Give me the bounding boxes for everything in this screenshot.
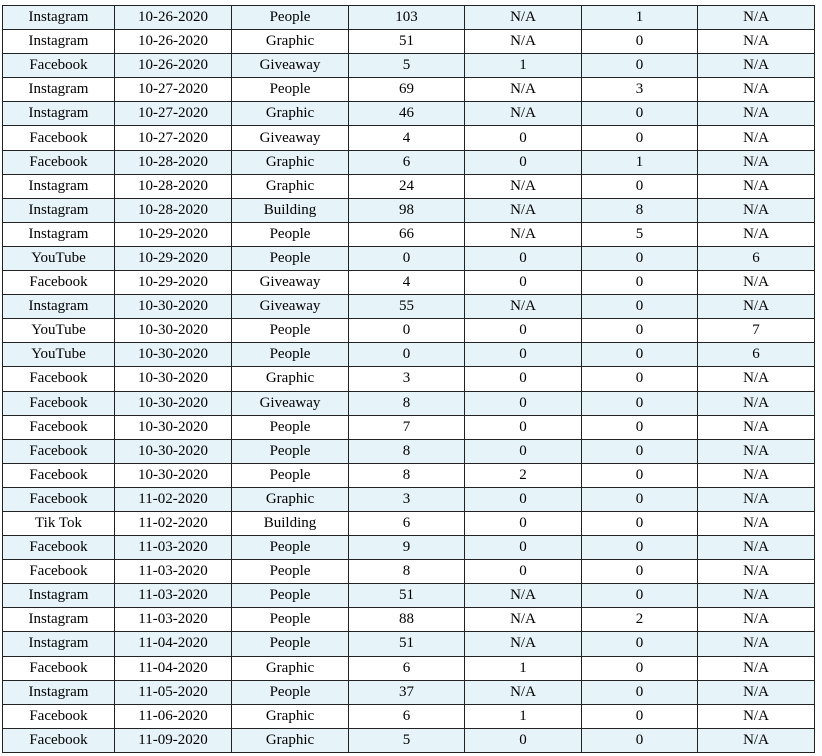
- metric-4-cell: N/A: [698, 632, 815, 656]
- platform-cell: Instagram: [3, 584, 115, 608]
- date-cell: 11-05-2020: [115, 680, 232, 704]
- metric-3-cell: 0: [582, 391, 698, 415]
- date-cell: 11-04-2020: [115, 632, 232, 656]
- metric-4-cell: N/A: [698, 680, 815, 704]
- date-cell: 10-28-2020: [115, 150, 232, 174]
- metric-1-cell: 4: [349, 126, 465, 150]
- metric-4-cell: N/A: [698, 656, 815, 680]
- platform-cell: Instagram: [3, 680, 115, 704]
- platform-cell: Facebook: [3, 536, 115, 560]
- content-type-cell: People: [232, 608, 349, 632]
- date-cell: 10-29-2020: [115, 271, 232, 295]
- platform-cell: YouTube: [3, 319, 115, 343]
- metric-3-cell: 0: [582, 439, 698, 463]
- date-cell: 11-02-2020: [115, 487, 232, 511]
- metric-2-cell: 1: [465, 656, 582, 680]
- metric-1-cell: 5: [349, 54, 465, 78]
- metric-2-cell: 0: [465, 343, 582, 367]
- date-cell: 10-29-2020: [115, 222, 232, 246]
- metric-3-cell: 0: [582, 271, 698, 295]
- content-type-cell: People: [232, 463, 349, 487]
- date-cell: 10-26-2020: [115, 54, 232, 78]
- metric-3-cell: 0: [582, 560, 698, 584]
- metric-1-cell: 0: [349, 319, 465, 343]
- content-type-cell: People: [232, 222, 349, 246]
- metric-1-cell: 3: [349, 487, 465, 511]
- metric-1-cell: 0: [349, 343, 465, 367]
- metric-1-cell: 6: [349, 656, 465, 680]
- metric-4-cell: 7: [698, 319, 815, 343]
- metric-4-cell: N/A: [698, 511, 815, 535]
- metric-4-cell: N/A: [698, 198, 815, 222]
- platform-cell: Facebook: [3, 271, 115, 295]
- table-row: [3, 584, 815, 608]
- metric-4-cell: N/A: [698, 150, 815, 174]
- metric-4-cell: N/A: [698, 391, 815, 415]
- table-row: [3, 295, 815, 319]
- metric-1-cell: 0: [349, 246, 465, 270]
- metric-4-cell: N/A: [698, 487, 815, 511]
- metric-4-cell: N/A: [698, 608, 815, 632]
- metric-3-cell: 0: [582, 728, 698, 752]
- metric-3-cell: 2: [582, 608, 698, 632]
- content-type-cell: Graphic: [232, 704, 349, 728]
- metric-1-cell: 9: [349, 536, 465, 560]
- content-type-cell: Graphic: [232, 150, 349, 174]
- content-type-cell: Giveaway: [232, 54, 349, 78]
- date-cell: 11-03-2020: [115, 584, 232, 608]
- table-row: [3, 536, 815, 560]
- metric-1-cell: 8: [349, 560, 465, 584]
- table-row: [3, 560, 815, 584]
- metric-3-cell: 0: [582, 463, 698, 487]
- metric-2-cell: 1: [465, 704, 582, 728]
- table-row: [3, 54, 815, 78]
- metric-3-cell: 0: [582, 246, 698, 270]
- platform-cell: Instagram: [3, 30, 115, 54]
- content-type-cell: People: [232, 415, 349, 439]
- platform-cell: Facebook: [3, 439, 115, 463]
- platform-cell: Facebook: [3, 126, 115, 150]
- date-cell: 10-27-2020: [115, 78, 232, 102]
- metric-1-cell: 51: [349, 632, 465, 656]
- content-type-cell: Graphic: [232, 367, 349, 391]
- metric-3-cell: 0: [582, 656, 698, 680]
- metric-3-cell: 0: [582, 415, 698, 439]
- table-row: [3, 463, 815, 487]
- table-row: [3, 680, 815, 704]
- post-metrics-table: [2, 5, 815, 753]
- metric-3-cell: 0: [582, 367, 698, 391]
- platform-cell: Facebook: [3, 656, 115, 680]
- metric-2-cell: 0: [465, 728, 582, 752]
- date-cell: 10-30-2020: [115, 391, 232, 415]
- metric-4-cell: N/A: [698, 174, 815, 198]
- table-row: [3, 174, 815, 198]
- platform-cell: Instagram: [3, 222, 115, 246]
- platform-cell: Instagram: [3, 608, 115, 632]
- metric-2-cell: 0: [465, 246, 582, 270]
- metric-3-cell: 1: [582, 150, 698, 174]
- date-cell: 11-03-2020: [115, 560, 232, 584]
- metric-4-cell: N/A: [698, 439, 815, 463]
- metric-2-cell: 0: [465, 126, 582, 150]
- metric-2-cell: N/A: [465, 222, 582, 246]
- metric-3-cell: 5: [582, 222, 698, 246]
- metric-2-cell: 0: [465, 511, 582, 535]
- content-type-cell: People: [232, 536, 349, 560]
- date-cell: 11-02-2020: [115, 511, 232, 535]
- metric-1-cell: 4: [349, 271, 465, 295]
- metric-2-cell: 0: [465, 391, 582, 415]
- table-row: [3, 704, 815, 728]
- metric-1-cell: 6: [349, 704, 465, 728]
- content-type-cell: Building: [232, 511, 349, 535]
- content-type-cell: Graphic: [232, 174, 349, 198]
- content-type-cell: People: [232, 246, 349, 270]
- platform-cell: YouTube: [3, 343, 115, 367]
- date-cell: 10-26-2020: [115, 6, 232, 30]
- table-row: [3, 415, 815, 439]
- content-type-cell: People: [232, 319, 349, 343]
- metric-3-cell: 0: [582, 704, 698, 728]
- metric-2-cell: N/A: [465, 295, 582, 319]
- metric-3-cell: 0: [582, 54, 698, 78]
- metric-4-cell: 6: [698, 246, 815, 270]
- metric-1-cell: 69: [349, 78, 465, 102]
- date-cell: 10-30-2020: [115, 463, 232, 487]
- metric-1-cell: 8: [349, 439, 465, 463]
- content-type-cell: Giveaway: [232, 391, 349, 415]
- content-type-cell: People: [232, 6, 349, 30]
- table-body: [3, 6, 815, 753]
- date-cell: 10-30-2020: [115, 319, 232, 343]
- metric-3-cell: 0: [582, 319, 698, 343]
- metric-4-cell: N/A: [698, 463, 815, 487]
- date-cell: 10-26-2020: [115, 30, 232, 54]
- content-type-cell: People: [232, 584, 349, 608]
- table-row: [3, 728, 815, 752]
- table-row: [3, 487, 815, 511]
- table-row: [3, 102, 815, 126]
- metric-2-cell: N/A: [465, 174, 582, 198]
- content-type-cell: Graphic: [232, 487, 349, 511]
- metric-1-cell: 55: [349, 295, 465, 319]
- content-type-cell: Graphic: [232, 102, 349, 126]
- date-cell: 11-06-2020: [115, 704, 232, 728]
- date-cell: 11-09-2020: [115, 728, 232, 752]
- metric-4-cell: N/A: [698, 222, 815, 246]
- metric-3-cell: 1: [582, 6, 698, 30]
- table-row: [3, 608, 815, 632]
- date-cell: 10-27-2020: [115, 126, 232, 150]
- metric-4-cell: N/A: [698, 295, 815, 319]
- metric-3-cell: 0: [582, 174, 698, 198]
- metric-4-cell: N/A: [698, 560, 815, 584]
- metric-1-cell: 66: [349, 222, 465, 246]
- metric-4-cell: N/A: [698, 271, 815, 295]
- table-row: [3, 78, 815, 102]
- content-type-cell: Graphic: [232, 30, 349, 54]
- content-type-cell: Giveaway: [232, 271, 349, 295]
- table-row: [3, 511, 815, 535]
- date-cell: 10-30-2020: [115, 343, 232, 367]
- content-type-cell: Graphic: [232, 656, 349, 680]
- metric-4-cell: N/A: [698, 126, 815, 150]
- date-cell: 10-30-2020: [115, 415, 232, 439]
- metric-3-cell: 0: [582, 343, 698, 367]
- metric-1-cell: 24: [349, 174, 465, 198]
- table-row: [3, 271, 815, 295]
- metric-2-cell: 0: [465, 536, 582, 560]
- platform-cell: Facebook: [3, 487, 115, 511]
- metric-4-cell: 6: [698, 343, 815, 367]
- metric-2-cell: N/A: [465, 680, 582, 704]
- platform-cell: Facebook: [3, 415, 115, 439]
- metric-1-cell: 37: [349, 680, 465, 704]
- content-type-cell: Giveaway: [232, 126, 349, 150]
- metric-4-cell: N/A: [698, 367, 815, 391]
- platform-cell: Facebook: [3, 560, 115, 584]
- platform-cell: Instagram: [3, 102, 115, 126]
- metric-2-cell: N/A: [465, 30, 582, 54]
- metric-3-cell: 0: [582, 632, 698, 656]
- metric-1-cell: 8: [349, 463, 465, 487]
- table-row: [3, 656, 815, 680]
- table-row: [3, 198, 815, 222]
- metric-3-cell: 0: [582, 102, 698, 126]
- metric-2-cell: 0: [465, 560, 582, 584]
- metric-3-cell: 0: [582, 30, 698, 54]
- content-type-cell: People: [232, 632, 349, 656]
- content-type-cell: People: [232, 439, 349, 463]
- metric-1-cell: 3: [349, 367, 465, 391]
- metric-2-cell: 0: [465, 415, 582, 439]
- date-cell: 10-27-2020: [115, 102, 232, 126]
- table-row: [3, 6, 815, 30]
- date-cell: 10-29-2020: [115, 246, 232, 270]
- metric-2-cell: 0: [465, 271, 582, 295]
- metric-3-cell: 3: [582, 78, 698, 102]
- table-row: [3, 150, 815, 174]
- metric-2-cell: N/A: [465, 6, 582, 30]
- metric-2-cell: N/A: [465, 198, 582, 222]
- table-row: [3, 343, 815, 367]
- metric-4-cell: N/A: [698, 584, 815, 608]
- content-type-cell: People: [232, 78, 349, 102]
- metric-4-cell: N/A: [698, 54, 815, 78]
- metric-1-cell: 6: [349, 150, 465, 174]
- date-cell: 11-03-2020: [115, 608, 232, 632]
- platform-cell: Facebook: [3, 54, 115, 78]
- metric-2-cell: 0: [465, 150, 582, 174]
- metric-2-cell: N/A: [465, 78, 582, 102]
- table-row: [3, 126, 815, 150]
- metric-4-cell: N/A: [698, 536, 815, 560]
- metric-1-cell: 46: [349, 102, 465, 126]
- date-cell: 11-04-2020: [115, 656, 232, 680]
- metric-1-cell: 6: [349, 511, 465, 535]
- date-cell: 10-30-2020: [115, 367, 232, 391]
- content-type-cell: People: [232, 343, 349, 367]
- platform-cell: Instagram: [3, 78, 115, 102]
- metric-2-cell: 0: [465, 439, 582, 463]
- metric-4-cell: N/A: [698, 415, 815, 439]
- platform-cell: Instagram: [3, 295, 115, 319]
- date-cell: 10-28-2020: [115, 198, 232, 222]
- platform-cell: Facebook: [3, 367, 115, 391]
- metric-1-cell: 5: [349, 728, 465, 752]
- metric-4-cell: N/A: [698, 102, 815, 126]
- date-cell: 10-30-2020: [115, 295, 232, 319]
- date-cell: 11-03-2020: [115, 536, 232, 560]
- metric-2-cell: N/A: [465, 608, 582, 632]
- platform-cell: Facebook: [3, 463, 115, 487]
- metric-3-cell: 0: [582, 584, 698, 608]
- platform-cell: Facebook: [3, 728, 115, 752]
- platform-cell: Instagram: [3, 198, 115, 222]
- metric-3-cell: 0: [582, 511, 698, 535]
- metric-1-cell: 51: [349, 584, 465, 608]
- metric-4-cell: N/A: [698, 704, 815, 728]
- metric-4-cell: N/A: [698, 78, 815, 102]
- metric-1-cell: 8: [349, 391, 465, 415]
- metric-3-cell: 0: [582, 680, 698, 704]
- metric-1-cell: 7: [349, 415, 465, 439]
- table-row: [3, 632, 815, 656]
- metric-2-cell: 0: [465, 319, 582, 343]
- platform-cell: Instagram: [3, 174, 115, 198]
- platform-cell: Instagram: [3, 632, 115, 656]
- table-row: [3, 222, 815, 246]
- platform-cell: Facebook: [3, 704, 115, 728]
- metric-3-cell: 0: [582, 126, 698, 150]
- platform-cell: Instagram: [3, 6, 115, 30]
- content-type-cell: Giveaway: [232, 295, 349, 319]
- table-row: [3, 246, 815, 270]
- metric-3-cell: 8: [582, 198, 698, 222]
- metric-2-cell: 2: [465, 463, 582, 487]
- platform-cell: Tik Tok: [3, 511, 115, 535]
- table-row: [3, 319, 815, 343]
- table-row: [3, 391, 815, 415]
- metric-3-cell: 0: [582, 487, 698, 511]
- metric-4-cell: N/A: [698, 6, 815, 30]
- metric-2-cell: N/A: [465, 632, 582, 656]
- date-cell: 10-28-2020: [115, 174, 232, 198]
- date-cell: 10-30-2020: [115, 439, 232, 463]
- table-row: [3, 439, 815, 463]
- table-row: [3, 30, 815, 54]
- metric-2-cell: N/A: [465, 584, 582, 608]
- content-type-cell: People: [232, 560, 349, 584]
- metric-1-cell: 98: [349, 198, 465, 222]
- metric-3-cell: 0: [582, 536, 698, 560]
- metric-2-cell: 0: [465, 367, 582, 391]
- platform-cell: YouTube: [3, 246, 115, 270]
- metric-1-cell: 88: [349, 608, 465, 632]
- metric-1-cell: 51: [349, 30, 465, 54]
- table-row: [3, 367, 815, 391]
- metric-2-cell: N/A: [465, 102, 582, 126]
- content-type-cell: Graphic: [232, 728, 349, 752]
- content-type-cell: Building: [232, 198, 349, 222]
- metric-2-cell: 0: [465, 487, 582, 511]
- content-type-cell: People: [232, 680, 349, 704]
- metric-1-cell: 103: [349, 6, 465, 30]
- metric-2-cell: 1: [465, 54, 582, 78]
- metric-3-cell: 0: [582, 295, 698, 319]
- metric-4-cell: N/A: [698, 30, 815, 54]
- platform-cell: Facebook: [3, 391, 115, 415]
- platform-cell: Facebook: [3, 150, 115, 174]
- metric-4-cell: N/A: [698, 728, 815, 752]
